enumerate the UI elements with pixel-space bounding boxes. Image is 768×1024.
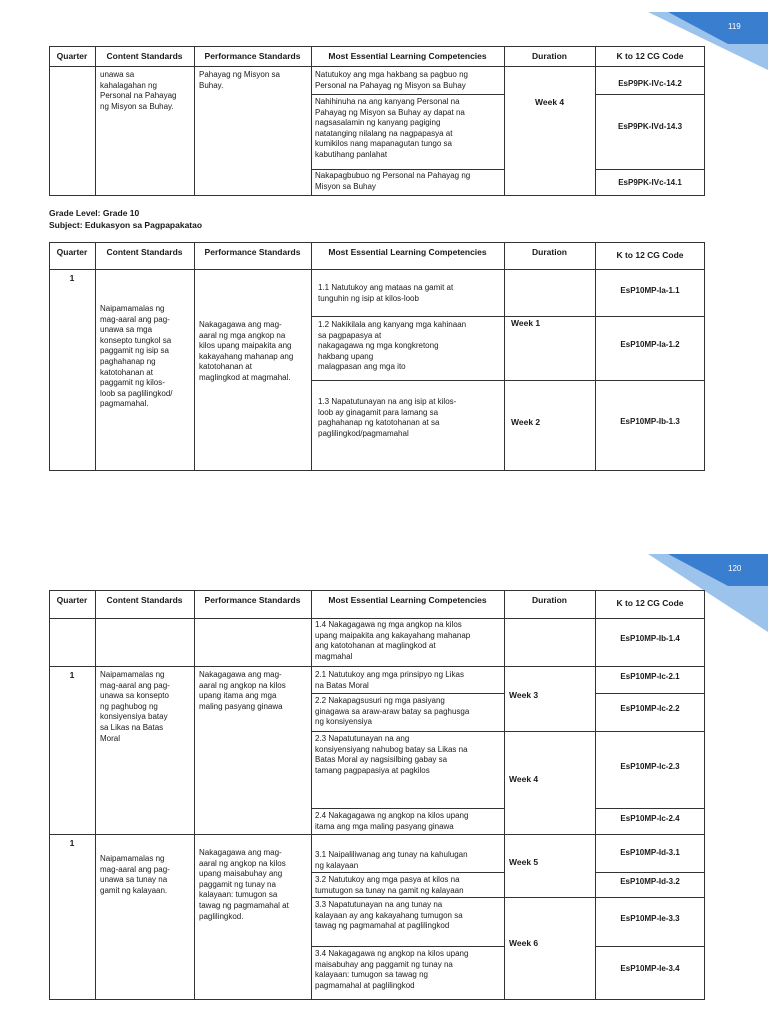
quarter-number: 1 (69, 273, 75, 283)
header-cg-code: K to 12 CG Code (616, 250, 684, 260)
duration-week: Week 3 (509, 690, 539, 700)
performance-standards-text: Nakagagawa ang mag- aaral ng angkop na kilos upang itama ang mga maling pasyang ginawa (199, 670, 286, 711)
duration-week: Week 1 (511, 318, 541, 328)
performance-standards-text: Nakagagawa ang mag- aaral ng mga angkop na kilos upang maipakita ang kakayahang mahanap ang katotohanan at maglingkod at magmahal. (199, 320, 294, 382)
melc-item: 2.3 Napatutunayan na ang konsiyensiyang nahubog batay sa Likas na Batas Moral ay nagsisilbing gabay sa tamang pagpapasiya at pagkilos (315, 734, 468, 775)
header-performance-standards: Performance Standards (204, 247, 301, 257)
page-number: 120 (728, 564, 742, 573)
header-duration: Duration (532, 595, 567, 605)
cg-code: EsP10MP-Ie-3.4 (620, 964, 680, 973)
cg-code: EsP10MP-Ib-1.3 (620, 417, 680, 426)
competency-table-grade10-q1b (49, 590, 705, 1000)
cg-code: EsP10MP-Ia-1.2 (620, 340, 680, 349)
header-quarter: Quarter (56, 51, 88, 61)
cg-code: EsP9PK-IVc-14.1 (618, 178, 682, 187)
quarter-number: 1 (69, 670, 75, 680)
header-performance-standards: Performance Standards (204, 51, 301, 61)
melc-item: 3.2 Natutukoy ang mga pasya at kilos na tumutugon sa tunay na gamit ng kalayaan (315, 875, 464, 895)
cg-code: EsP10MP-Ic-2.2 (620, 704, 680, 713)
competency-table-grade9 (49, 46, 705, 196)
duration-week: Week 6 (509, 938, 539, 948)
header-content-standards: Content Standards (106, 51, 183, 61)
header-cg-code: K to 12 CG Code (616, 51, 684, 61)
header-duration: Duration (532, 247, 567, 257)
melc-item: 3.3 Napatutunayan na ang tunay na kalayaan ay ang kakayahang tumugon sa tawag ng pagmamahal at paglilingkod (315, 900, 463, 931)
header-duration: Duration (532, 51, 567, 61)
melc-item: 1.3 Napatutunayan na ang isip at kilos- loob ay ginagamit para lamang sa paghahanap ng katotohanan at sa paglilingkod/pagmamahal (318, 397, 457, 438)
header-performance-standards: Performance Standards (204, 595, 301, 605)
page-corner-band-bottom (628, 552, 768, 586)
header-melc: Most Essential Learning Competencies (328, 247, 487, 257)
quarter-number: 1 (69, 838, 75, 848)
page-number: 119 (728, 22, 741, 31)
content-standards-text: Naipamamalas ng mag-aaral ang pag- unawa sa tunay na gamit ng kalayaan. (100, 854, 170, 895)
melc-item: 3.4 Nakagagawa ng angkop na kilos upang maisabuhay ang paggamit ng tunay na kalayaan: tumugon sa tawag ng pagmamahal at paglilingkod (315, 949, 469, 990)
melc-item: 1.2 Nakikilala ang kanyang mga kahinaan sa pagpapasya at nakagagawa ng mga kongkretong hakbang upang malagpasan ang mga ito (318, 320, 467, 372)
header-quarter: Quarter (56, 247, 88, 257)
cg-code: EsP9PK-IVc-14.2 (618, 79, 682, 88)
header-melc: Most Essential Learning Competencies (328, 51, 487, 61)
competency-table-grade10-q1a (49, 242, 705, 471)
header-content-standards: Content Standards (106, 247, 183, 257)
cg-code: EsP10MP-Id-3.2 (620, 877, 680, 886)
duration-week: Week 4 (535, 97, 565, 107)
melc-item: 1.1 Natutukoy ang mataas na gamit at tunguhin ng isip at kilos-loob (318, 283, 454, 303)
melc-item: 2.4 Nakagagawa ng angkop na kilos upang itama ang mga maling pasyang ginawa (315, 811, 469, 831)
grade-level: Grade Level: Grade 10 (49, 208, 140, 218)
cg-code: EsP10MP-Ib-1.4 (620, 634, 680, 643)
melc-item: Natutukoy ang mga hakbang sa pagbuo ng Personal na Pahayag ng Misyon sa Buhay (315, 70, 469, 90)
cg-code: EsP9PK-IVd-14.3 (617, 122, 683, 131)
content-standards-text: unawa sa kahalagahan ng Personal na Pahayag ng Misyon sa Buhay. (100, 70, 177, 111)
cg-code: EsP10MP-Ie-3.3 (620, 914, 680, 923)
content-standards-text: Naipamamalas ng mag-aaral ang pag- unawa sa konsepto ng paghubog ng konsiyensiya batay sa Likas na Batas Moral (100, 670, 170, 743)
header-content-standards: Content Standards (106, 595, 183, 605)
header-cg-code: K to 12 CG Code (616, 598, 684, 608)
melc-item: Nahihinuha na ang kanyang Personal na Pahayag ng Misyon sa Buhay ay dapat na nagsasalamin ng kanyang pagiging natatanging nilalang na nagpapasya at kumikilos nang mapanagutan tungo sa kabutihang panlahat (315, 97, 465, 159)
subject: Subject: Edukasyon sa Pagpapakatao (49, 220, 203, 230)
melc-item: 3.1 Naipaliliwanag ang tunay na kahulugan ng kalayaan (315, 850, 468, 870)
cg-code: EsP10MP-Ia-1.1 (620, 286, 680, 295)
cg-code: EsP10MP-Ic-2.1 (620, 672, 680, 681)
cg-code: EsP10MP-Id-3.1 (620, 848, 680, 857)
header-melc: Most Essential Learning Competencies (328, 595, 487, 605)
performance-standards-text: Pahayag ng Misyon sa Buhay. (199, 70, 280, 90)
duration-week: Week 4 (509, 774, 539, 784)
melc-item: 2.1 Natutukoy ang mga prinsipyo ng Likas na Batas Moral (315, 670, 464, 690)
cg-code: EsP10MP-Ic-2.3 (620, 762, 680, 771)
page-corner-band-top (628, 10, 768, 44)
cg-code: EsP10MP-Ic-2.4 (620, 814, 680, 823)
content-standards-text: Naipamamalas ng mag-aaral ang pag- unawa sa mga konsepto tungkol sa paggamit ng isip sa paghahanap ng katotohanan at paggamit ng kilos- loob sa paglilingkod/ pagmamahal. (100, 304, 173, 409)
duration-week: Week 2 (511, 417, 541, 427)
performance-standards-text: Nakagagawa ang mag- aaral ng angkop na kilos upang maisabuhay ang paggamit ng tunay na kalayaan: tumugon sa tawag ng pagmamahal at paglilingkod. (199, 848, 289, 921)
duration-week: Week 5 (509, 857, 539, 867)
header-quarter: Quarter (56, 595, 88, 605)
melc-item: Nakapagbubuo ng Personal na Pahayag ng Misyon sa Buhay (315, 171, 471, 191)
melc-item: 1.4 Nakagagawa ng mga angkop na kilos upang maipakita ang kakayahang mahanap ang katotohanan at maglingkod at magmahal (315, 620, 471, 661)
melc-item: 2.2 Nakapagsusuri ng mga pasiyang ginagawa sa araw-araw batay sa paghusga ng konsiyensiya (315, 696, 470, 727)
